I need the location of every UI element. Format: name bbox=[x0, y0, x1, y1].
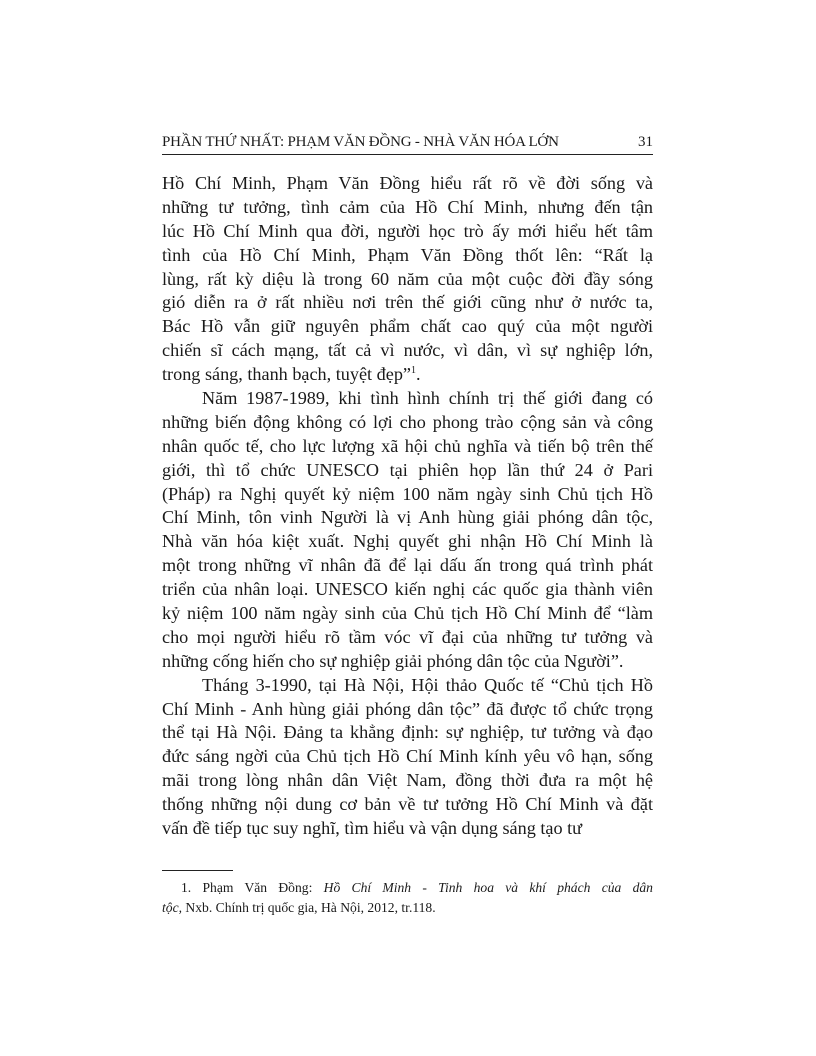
footnote-reference: 1 bbox=[411, 365, 416, 377]
text-line bbox=[162, 793, 653, 817]
line-text: Chí Minh, tôn vinh Người là vị Anh hùng giải phóng dân tộc, bbox=[162, 507, 653, 528]
footnote-divider bbox=[162, 870, 233, 871]
line-text: gió diễn ra ở rất nhiều nơi trên thế giới cũng như ở nước ta, bbox=[162, 292, 653, 313]
text-line bbox=[162, 530, 653, 554]
text-line bbox=[162, 626, 653, 650]
text-line bbox=[162, 220, 653, 244]
line-text: Hồ Chí Minh, Phạm Văn Đồng hiểu rất rõ về đời sống và bbox=[162, 173, 653, 193]
text-line bbox=[162, 483, 653, 507]
text-line bbox=[162, 196, 653, 220]
line-text: (Pháp) ra Nghị quyết kỷ niệm 100 năm ngày sinh Chủ tịch Hồ bbox=[162, 483, 653, 504]
line-text: đức sáng ngời của Chủ tịch Hồ Chí Minh kính yêu vô hạn, sống bbox=[162, 746, 653, 767]
text-line bbox=[162, 339, 653, 363]
text-line bbox=[162, 769, 653, 793]
header-title: PHẦN THỨ NHẤT: PHẠM VĂN ĐỒNG - NHÀ VĂN HÓA LỚN bbox=[162, 134, 559, 150]
text-line bbox=[162, 172, 653, 196]
line-text: những biến động không có lợi cho phong trào cộng sản và công bbox=[162, 411, 653, 432]
footnote-line bbox=[162, 878, 653, 898]
text-line bbox=[162, 435, 653, 459]
text-line bbox=[162, 363, 653, 387]
text-line bbox=[162, 291, 653, 315]
text-line bbox=[162, 387, 653, 411]
page-number: 31 bbox=[638, 134, 653, 150]
text-line bbox=[162, 244, 653, 268]
line-text: kỷ niệm 100 năm ngày sinh của Chủ tịch Hồ Chí Minh để “làm bbox=[162, 603, 653, 624]
line-text: một trong những vĩ nhân đã để lại dấu ấn trong quá trình phát bbox=[162, 555, 653, 576]
line-text: Năm 1987-1989, khi tình hình chính trị thế giới đang có bbox=[202, 388, 653, 409]
line-text: thống những nội dung cơ bản về tư tưởng Hồ Chí Minh và đặt bbox=[162, 794, 653, 815]
line-text: tình của Hồ Chí Minh, Phạm Văn Đồng thốt lên: “Rất lạ bbox=[162, 244, 653, 265]
text-line bbox=[162, 817, 653, 841]
text-line bbox=[162, 554, 653, 578]
footnote-publisher: Nxb. Chính trị quốc gia, Hà Nội, 2012, tr.118. bbox=[185, 900, 436, 915]
text-line bbox=[162, 506, 653, 530]
line-text: những cống hiến cho sự nghiệp giải phóng dân tộc của Người”. bbox=[162, 650, 624, 671]
footnote-line bbox=[162, 898, 653, 918]
text-line bbox=[162, 602, 653, 626]
line-text: nhân quốc tế, cho lực lượng xã hội chủ nghĩa và tiến bộ trên thế bbox=[162, 435, 653, 456]
body-text bbox=[162, 172, 653, 841]
line-text: mãi trong lòng nhân dân Việt Nam, đồng thời đưa ra một hệ bbox=[162, 770, 653, 791]
line-text: Bác Hồ vẫn giữ nguyên phẩm chất cao quý của một người bbox=[162, 316, 653, 337]
text-line bbox=[162, 411, 653, 435]
line-text: trong sáng, thanh bạch, tuyệt đẹp” bbox=[162, 364, 411, 385]
text-line bbox=[162, 315, 653, 339]
text-line bbox=[162, 459, 653, 483]
footnote-title-cont: tộc, bbox=[162, 900, 183, 915]
text-line bbox=[162, 268, 653, 292]
text-line bbox=[162, 698, 653, 722]
line-text: những tư tưởng, tình cảm của Hồ Chí Minh, nhưng đến tận bbox=[162, 196, 653, 217]
line-text: thể tại Hà Nội. Đảng ta khẳng định: sự nghiệp, tư tưởng và đạo bbox=[162, 722, 653, 743]
line-text: Tháng 3-1990, tại Hà Nội, Hội thảo Quốc tế “Chủ tịch Hồ bbox=[202, 674, 653, 695]
line-text: lùng, rất kỳ diệu là trong 60 năm của một cuộc đời đầy sóng bbox=[162, 268, 653, 289]
footnote-author: Phạm Văn Đồng: bbox=[202, 880, 313, 895]
footnote-title: Hồ Chí Minh - Tinh hoa và khí phách của dân bbox=[323, 880, 653, 895]
footnote bbox=[162, 878, 653, 918]
line-text: Nhà văn hóa kiệt xuất. Nghị quyết ghi nhận Hồ Chí Minh là bbox=[162, 531, 653, 552]
text-line bbox=[162, 745, 653, 769]
text-line bbox=[162, 650, 653, 674]
line-text: vấn đề tiếp tục suy nghĩ, tìm hiểu và vận dụng sáng tạo tư bbox=[162, 818, 583, 839]
text-line bbox=[162, 674, 653, 698]
text-line bbox=[162, 578, 653, 602]
text-line bbox=[162, 721, 653, 745]
line-text: cho mọi người hiểu rõ tầm vóc vĩ đại của những tư tưởng và bbox=[162, 626, 653, 647]
line-tail: . bbox=[416, 364, 421, 385]
line-text: chiến sĩ cách mạng, tất cả vì nước, vì dân, vì sự nghiệp lớn, bbox=[162, 340, 653, 361]
footnote-number: 1. bbox=[181, 880, 192, 895]
line-text: giới, thì tổ chức UNESCO tại phiên họp lần thứ 24 ở Pari bbox=[162, 459, 653, 480]
line-text: triển của nhân loại. UNESCO kiến nghị các quốc gia thành viên bbox=[162, 579, 653, 600]
running-header bbox=[162, 134, 653, 155]
line-text: Chí Minh - Anh hùng giải phóng dân tộc” đã được tổ chức trọng bbox=[162, 698, 653, 719]
line-text: lúc Hồ Chí Minh qua đời, người học trò ấy mới hiểu hết tâm bbox=[162, 220, 653, 241]
